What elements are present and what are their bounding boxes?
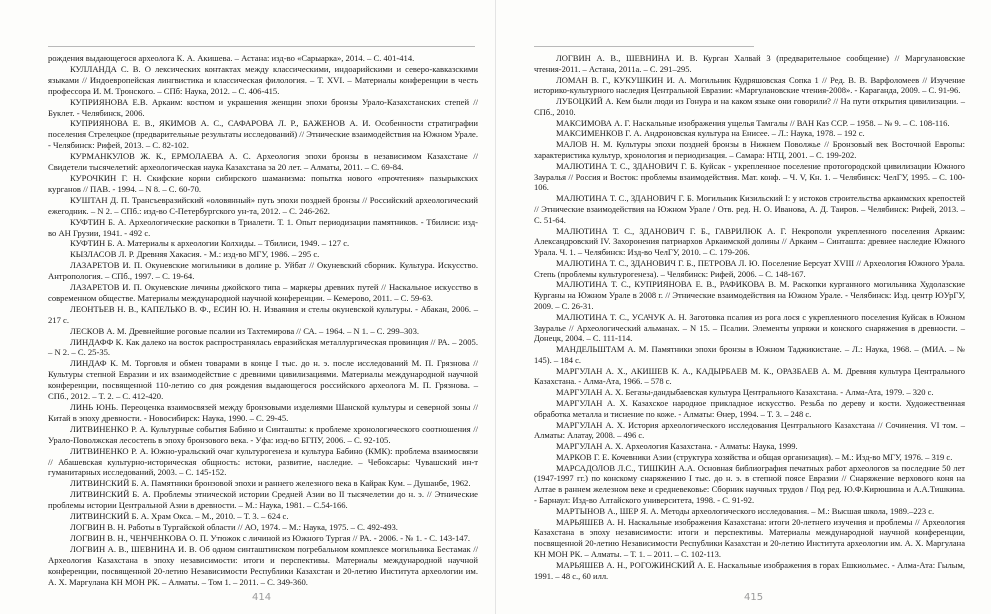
left-page [0, 0, 495, 614]
bibliography-entry: ЛОМАН В. Г., КУКУШКИН И. А. Могильник Кудряшовская Сопка 1 // Ред. В. В. Варфоломеев // Изучение историко-культурного наследия Центральной Евразии: «Маргулановские чтения-2008». - Караганда, 2009. – С. 91-96. [534, 74, 965, 96]
bibliography-entry: ЛОГВИН А. В., ШЕВНИНА И. В. Курган Халвай 3 (предварительное сообщение) // Маргулановские чтения-2011. – Астана, 2011а. – С. 291–295. [534, 53, 965, 74]
header-rule [48, 46, 475, 47]
bibliography-entry: КУЛЛАНДА С. В. О лексических контактах между классическими, индоарийскими и северо-кавказскими языками // Индоевропейская лингвистика и классическая филология. – Т. XVI. – Материалы конференции в честь профессора И. М. Тронского. – СПб: Наука, 2012. – С. 406-415. [48, 63, 478, 96]
bibliography-entry: МАРГУЛАН А. Х., АКИШЕВ К. А., КАДЫРБАЕВ М. К., ОРАЗБАЕВ А. М. Древняя культура Центрального Казахстана. - Алма-Ата, 1966. – 578 с. [534, 365, 965, 387]
bibliography-entry: ЛИТВИНСКИЙ Б. А. Памятники бронзовой эпохи и раннего железного века в Кайрак Кум. – Душанбе, 1962. [70, 478, 471, 489]
bibliography-entry: МАКСИМОВА А. Г. Наскальные изображения ущелья Тамгалы // ВАН Каз ССР. – 1958. – № 9. – С. 108-116. [556, 117, 950, 128]
bibliography-entry: ЛИТВИНСКИЙ Б. А. Проблемы этнической истории Средней Азии во II тысячелетии до н. э. // Этнические проблемы истории Центральной Азии в древности. – М.: Наука, 1981. – С.54-166. [48, 489, 478, 511]
bibliography-entry: ЛОГВИН В. Н. Работы в Тургайской области // АО, 1974. – М.: Наука, 1975. – С. 492-493. [70, 521, 398, 532]
bibliography-entry: КУПРИЯНОВА Е.В. Аркаим: костюм и украшения женщин эпохи бронзы Урало-Казахстанских степей // Буклет. - Челябинск, 2006. [48, 96, 478, 118]
bibliography-entry: КУФТИН Б. А. Археологические раскопки в Триалети. Т. 1. Опыт периодизации памятников. - Тбилиси: изд-во АН Грузии, 1941. - 492 с. [48, 216, 478, 238]
bibliography-entry: КУРОЧКИН Г. Н. Скифские корни сибирского шаманизма: попытка нового «прочтения» пазырыкских курганов // ПАВ. - 1994. – N 8. – С. 60-70. [48, 172, 478, 194]
bibliography-entry: МАРСАДОЛОВ Л.С., ТИШКИН А.А. Основная библиография печатных работ археологов за последние 50 лет (1947-1997 гг.) по конскому снаряжению I тыс. до н. э. в степной поясе Евразии // Снаряжение верхового коня на Алтае в раннем железном веке и средневековье: Сборник научных трудов / Под ред. Ю.Ф.Кирюшина и А.А.Тишкина. - Барнаул: Изд-во Алтайского университета, 1998. - С. 91-92. [534, 462, 965, 506]
right-page [496, 0, 991, 614]
bibliography-entry: МАРТЫНОВ А., ШЕР Я. А. Методы археологического исследования. – М.: Высшая школа, 1989.–223 с. [556, 505, 935, 516]
header-rule [534, 46, 754, 47]
bibliography-entry: МАЛЮТИНА Т. С., ЗДАНОВИЧ Г. Б. Куйсак - укрепленное поселение протогородской цивилизации Южного Зауралья // Россия и Восток: проблемы взаимодействия. Мат. конф. – Ч. V, Кн. 1. – Челябинск: ЧелГУ, 1995. – С. 100-106. [534, 160, 965, 193]
bibliography-entry: КУФТИН Б. А. Материалы к археологии Колхиды. – Тбилиси, 1949. – 127 с. [70, 238, 350, 249]
bibliography-entry: МАРГУЛАН А. Х. Бегазы-дандыбаевская культура Центрального Казахстана. - Алма-Ата, 1979. – 320 с. [556, 387, 934, 398]
page-number: 414 [252, 592, 272, 603]
bibliography-entry: ЛАЗАРЕТОВ И. П. Окуневские могильники в долине р. Уйбат // Окуневский сборник. Культура. Искусство. Антропология. – СПб., 1997. – С. 19-64. [48, 260, 478, 282]
bibliography-entry: ЛАЗАРЕТОВ И. П. Окуневские личины джойского типа – маркеры древних путей // Наскальное искусство в современном обществе. Материалы международной научной конференции. – Кемерово, 2011. – С. 59-63. [48, 282, 478, 303]
bibliography-entry: КУРМАНКУЛОВ Ж. К., ЕРМОЛАЕВА А. С. Археология эпохи бронзы в независимом Казахстане // Свидетели тысячелетий: археологическая наука Казахстана за 20 лет. – Алматы, 2011. – С. 69-84. [48, 151, 478, 173]
bibliography-entry: ЛИТВИНЕНКО Р. А. Культурные события Бабино и Синташты: к проблеме хронологического соотношения // Урало-Поволжская лесостепь в эпоху бронзового века. - Уфа: изд-во БГПУ, 2006. – С. 92-105. [48, 423, 478, 445]
page-number: 415 [744, 592, 764, 603]
bibliography-entry: ЛИТВИНЕНКО Р. А. Южно-уральский очаг культурогенеза и культура Бабино (КМК): проблема взаимосвязи // Абашевская культурно-историческая общность: истоки, развитие, наследие. – Чебоксары: Чувашский ин-т гуманитарных исследований, 2003. – С. 145-152. [48, 445, 478, 478]
bibliography-entry: рождения выдающегося археолога К. А. Акишева. – Астана: изд-во «Сарыарка», 2014. – С. 401-414. [48, 53, 415, 63]
bibliography-entry: КУШТАН Д. П. Трансъевразийский «оловянный» путь эпохи поздней бронзы // Российский археологический ежегодник. – N 2. – СПб.: изд-во С-Петербургского ун-та, 2012. – С. 246-262. [48, 194, 478, 216]
bibliography-entry: МАРКОВ Г. Е. Кочевники Азии (структура хозяйства и общая организация). – М.: Изд-во МГУ, 1976. – 319 с. [556, 451, 953, 462]
bibliography-entry: ЛОГВИН А. В., ШЕВНИНА И. В. Об одном синташтинском погребальном комплексе могильника Бестамак // Археология Казахстана в эпоху независимости: итоги и перспективы. Материалы международной научной конференции, посвященной 20-летию Независимости Республики Казахстан и 20-летию Института археологии им. А. Х. Маргулана КН МОН РК. – Алматы. – Том 1. – 2011. – С. 349-360. [48, 543, 478, 587]
bibliography-entry: МАРЬЯШЕВ А. Н. Наскальные изображения Казахстана: итоги 20-летнего изучения и проблемы // Археология Казахстана в эпоху независимости: итоги и перспективы. Материалы международной научной конференции, посвященной 20-летию Независимости Республики Казахстан и 20-летию Института археологии им. А. Х. Маргулана КН МОН РК. – Алматы. – Т. 1. – 2011. – С. 102-113. [534, 516, 965, 559]
bibliography-entry: МАЛОВ Н. М. Культуры эпохи поздней бронзы в Нижнем Поволжье // Бронзовый век Восточной Европы: характеристика культур, хронология и периодизация. – Самара: НТЦ, 2001. – С. 199-202. [534, 139, 965, 161]
bibliography-entry: ЛЕОНТЬЕВ Н. В., КАПЕЛЬКО В. Ф., ЕСИН Ю. Н. Изваяния и стелы окуневской культуры. - Абакан, 2006. – 217 с. [48, 303, 478, 325]
bibliography-entry: ЛИНЬ ЮНЬ. Переоценка взаимосвязей между бронзовыми изделиями Шанской культуры и северной зоны // Китай в эпоху древности. - Новосибирск: Наука, 1990. – С. 29-45. [48, 402, 478, 423]
bibliography-entry: МАРГУЛАН А. Х. Археология Казахстана. - Алматы: Наука, 1999. [556, 441, 798, 452]
bibliography-entry: МАЛЮТИНА Т. С., ЗДАНОВИЧ Г. Б., ПЕТРОВА Л. Ю. Поселение Берсуат XVIII // Археология Южного Урала. Степь (проблемы культурогенеза). – Челябинск: Рифей, 2006. – С. 148-167. [534, 257, 965, 279]
bibliography-entry: ЛОГВИН В. Н., ЧЕНЧЕНКОВА О. П. Утюжок с личиной из Южного Тургая // РА. - 2006. - № 1. - С. 143-147. [70, 532, 471, 543]
bibliography-text [48, 53, 478, 587]
bibliography-entry: ЛИТВИНСКИЙ Б. А. Храм Окса. – М., 2010. – Т. 3. – 624 с. [70, 511, 289, 522]
bibliography-entry: МАНДЕЛЬШТАМ А. М. Памятники эпохи бронзы в Южном Таджикистане. – Л.: Наука, 1968. – (МИА. – № 145). – 184 с. [534, 344, 965, 365]
bibliography-entry: ЛИНДАФФ К. Как далеко на восток распространялась евразийская металлургическая провинция // РА. – 2005. – N 2. – С. 25-35. [48, 336, 478, 358]
bibliography-entry: ЛЕСКОВ А. М. Древнейшие роговые псалии из Тахтемирова // СА. – 1964. – N 1. – С. 299–303. [70, 325, 420, 336]
bibliography-entry: МАРГУЛАН А. Х. Казахское народное прикладное искусство. Резьба по дереву и кости. Художественная обработка металла и тиснение по коже. - Алматы: Өнер, 1994. – Т. 3. – 248 с. [534, 398, 965, 419]
bibliography-entry: МАЛЮТИНА Т. С., КУПРИЯНОВА Е. В., РАФИКОВА В. М. Раскопки курганного могильника Худолазские Курганы на Южном Урале в 2008 г. // Этнические взаимодействия на Южном Урале. - Челябинск: Изд. центр ЮУрГУ, 2009. – С. 26-31. [534, 279, 965, 311]
bibliography-entry: КЫЗЛАСОВ Л. Р. Древняя Хакасия. - М.: изд-во МГУ, 1986. – 295 с. [70, 249, 320, 260]
bibliography-text [534, 53, 965, 581]
bibliography-entry: ЛУБОЦКИЙ А. Кем были люди из Гонура и на каком языке они говорили? // На пути открытия цивилизации. – СПб., 2010. [534, 96, 965, 117]
bibliography-entry: МАЛЮТИНА Т. С., УСАЧУК А. Н. Заготовка псалия из рога лося с укрепленного поселения Куйсак в Южном Зауралье // Археологический альманах. – N 15. – Псалии. Элементы упряжи и конского снаряжения в древности. – Донецк, 2004. – С. 111-114. [534, 311, 965, 344]
bibliography-entry: ЛИНДАФ К. М. Торговля и обмен товарами в конце I тыс. до н. э. после исследований М. П. Грязнова // Культуры степной Евразии и их взаимодействие с древними цивилизациями. Материалы международной научной конференции, посвященной 110-летию со дня рождения выдающегося российского археолога М. П. Грязнова. – СПб., 2012. – Т. 2. – С. 412-420. [48, 358, 478, 402]
bibliography-entry: МАКСИМЕНКОВ Г. А. Андроновская культура на Енисее. – Л.: Наука, 1978. – 192 с. [556, 128, 865, 139]
bibliography-entry: МАЛЮТИНА Т. С., ЗДАНОВИЧ Г. Б. Могильник Кизильский I: у истоков строительства аркаимских крепостей // Этнические взаимодействия на Южном Урале / Отв. ред. Н. О. Иванова, А. Д. Таиров. – Челябинск: Рифей, 2013. – С. 51-64. [534, 193, 965, 225]
bibliography-entry: МАРГУЛАН А. Х. История археологического исследования Центрального Казахстана // Сочинения. VI том. – Алматы: Алатау, 2008. – 496 с. [534, 419, 965, 441]
bibliography-entry: МАРЬЯШЕВ А. Н., РОГОЖИНСКИЙ А. Е. Наскальные изображения в горах Ешкиольмес. - Алма-Ата: Гылым, 1991. – 48 с., 60 илл. [534, 559, 965, 581]
bibliography-entry: КУПРИЯНОВА Е. В., ЯКИМОВ А. С., САФАРОВА Л. Р., БАЖЕНОВ А. И. Особенности стратиграфии поселения Стрелецкое (предварительные результаты исследований) // Этнические взаимодействия на Южном Урале. - Челябинск: Рифей, 2013. – С. 82-102. [48, 118, 478, 151]
bibliography-entry: МАЛЮТИНА Т. С., ЗДАНОВИЧ Г. Б., ГАВРИЛЮК А. Г. Некрополи укрепленного поселения Аркаим: Александровский IV. Захоронения патриархов Аркаимской долины // Аркаим – Синташта: древнее наследие Южного Урала. Ч. 1. – Челябинск: Изд-во ЧелГУ, 2010. – С. 179-206. [534, 225, 965, 258]
